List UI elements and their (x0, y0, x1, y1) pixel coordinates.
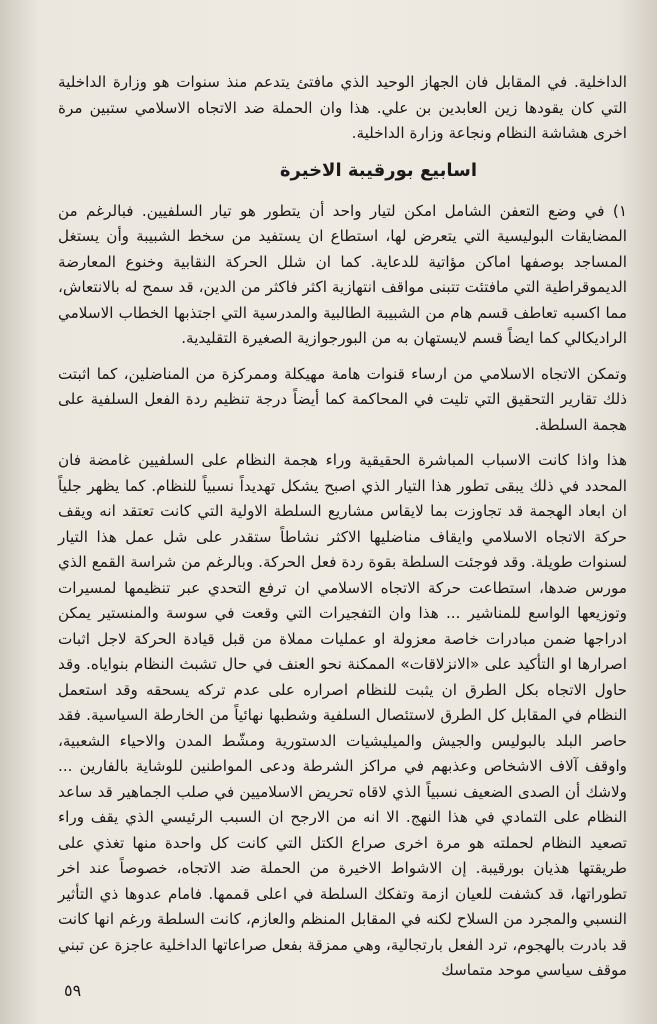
paragraph-1: ١) في وضع التعفن الشامل امكن لتيار واحد أن يتطور هو تيار السلفيين. فبالرغم من المضايقات البوليسية التي يتعرض لها، استطاع ان يستفيد من سخط الشبيبة وأن يستغل المساجد بوصفها اماكن مؤاتية للدعاية. كما ان شلل الحركة النقابية وخنوع المعارضة الديموقراطية التي مافتئت تتبنى مواقف انتهازية اكثر فاكثر من الدين، قد سمح له بالانتعاش، مما اكسبه تعاطف قسم هام من الشبيبة الطالبية والمدرسية التي اجتذبها الخطاب الاسلامي الراديكالي كما ايضاً قسم لايستهان به من البورجوازية الصغيرة التقليدية. (58, 201, 627, 347)
paragraph-gap (58, 352, 627, 362)
page-number: ٥٩ (64, 981, 82, 1000)
section-heading: اسابيع بورقيبة الاخيرة (279, 159, 477, 181)
paragraph-gap (58, 438, 627, 448)
intro-paragraph: الداخلية. في المقابل فان الجهاز الوحيد الذي مافتئ يتدعم منذ سنوات هو وزارة الداخلية التي كان يقودها زين العابدين بن علي. هذا وان الحملة ضد الاتجاه الاسلامي ستبين مرة اخرى هشاشة النظام ونجاعة وزارة الداخلية. (58, 73, 627, 142)
body-text (58, 70, 627, 984)
paragraph-3: هذا واذا كانت الاسباب المباشرة الحقيقية وراء هجمة النظام على السلفيين غامضة فان المحدد في ذلك يبقى تطور هذا التيار الذي اصبح يشكل تهديداً نسبياً للنظام. كما يظهر جلياً ان ابعاد الهجمة قد تجاوزت بما لايقاس مشاريع السلطة الاولية التي كانت تعتقد انه ويقف حركة الاتجاه الاسلامي وايقاف مناضليها الاكثر نشاطاً ستقدر على شل عمل هذا التيار لسنوات طويلة. وقد فوجئت السلطة بقوة ردة فعل الحركة. وبالرغم من شراسة القمع الذي مورس ضدها، استطاعت حركة الاتجاه الاسلامي ان ترفع التحدي عبر تنظيمها لمسيرات وتوزيعها الواسع للمناشير ... هذا وان التفجيرات التي وقعت في سوسة والمنستير يمكن ادراجها ضمن مبادرات خاصة معزولة او عمليات مملاة من قبل قيادة الحركة لاجل اثبات اصرارها او التأكيد على «الانزلاقات» الممكنة نحو العنف في حال تشبث النظام بنواياه. وقد حاول الاتجاه بكل الطرق ان يثبت للنظام اصراره على عدم تركه يسحقه وقد استعمل النظام في المقابل كل الطرق لاستئصال السلفية وشطبها نهائياً من الخارطة السياسية. فقد حاصر البلد بالبوليس والجيش والميليشيات الدستورية ومشّط المدن والاحياء الشعبية، واوقف آلاف الاشخاص وعذبهم في مراكز الشرطة ودعى المواطنين للوشاية بالفارين ... ولاشك أن الصدى الضعيف نسبياً الذي لاقاه تحريض الاسلاميين في صلب الجماهير قد ساعد النظام على التمادي في هذا النهج. الا انه من الارجح ان السبب الرئيسي الذي يقف وراء تصعيد النظام لحملته هو مرة اخرى صراع الكتل التي كانت كل واحدة منها تغذي على طريقتها هذيان بورقيبة. إن الاشواط الاخيرة من الحملة ضد الاتجاه، خصوصاً عند اخر تطوراتها، قد كشفت للعيان ازمة وتفكك السلطة في اعلى قممها. فامام عدوها ذي التأثير النسبي والمجرد من السلاح لكنه في المقابل المنظم والعازم، كانت السلطة ورغم انها كانت قد بادرت بالهجوم، ترد الفعل بارتجالية، وهي ممزقة بفعل صراعاتها الداخلية عاجزة عن تبني موقف سياسي موحد متماسك (58, 451, 627, 979)
paragraph-2: وتمكن الاتجاه الاسلامي من ارساء قنوات هامة مهيكلة وممركزة من المناضلين، كما اثبتت ذلك تقارير التحقيق التي تليت في المحاكمة كما أيضاً درجة تنظيم ردة الفعل السلفية على هجمة السلطة. (58, 364, 627, 434)
